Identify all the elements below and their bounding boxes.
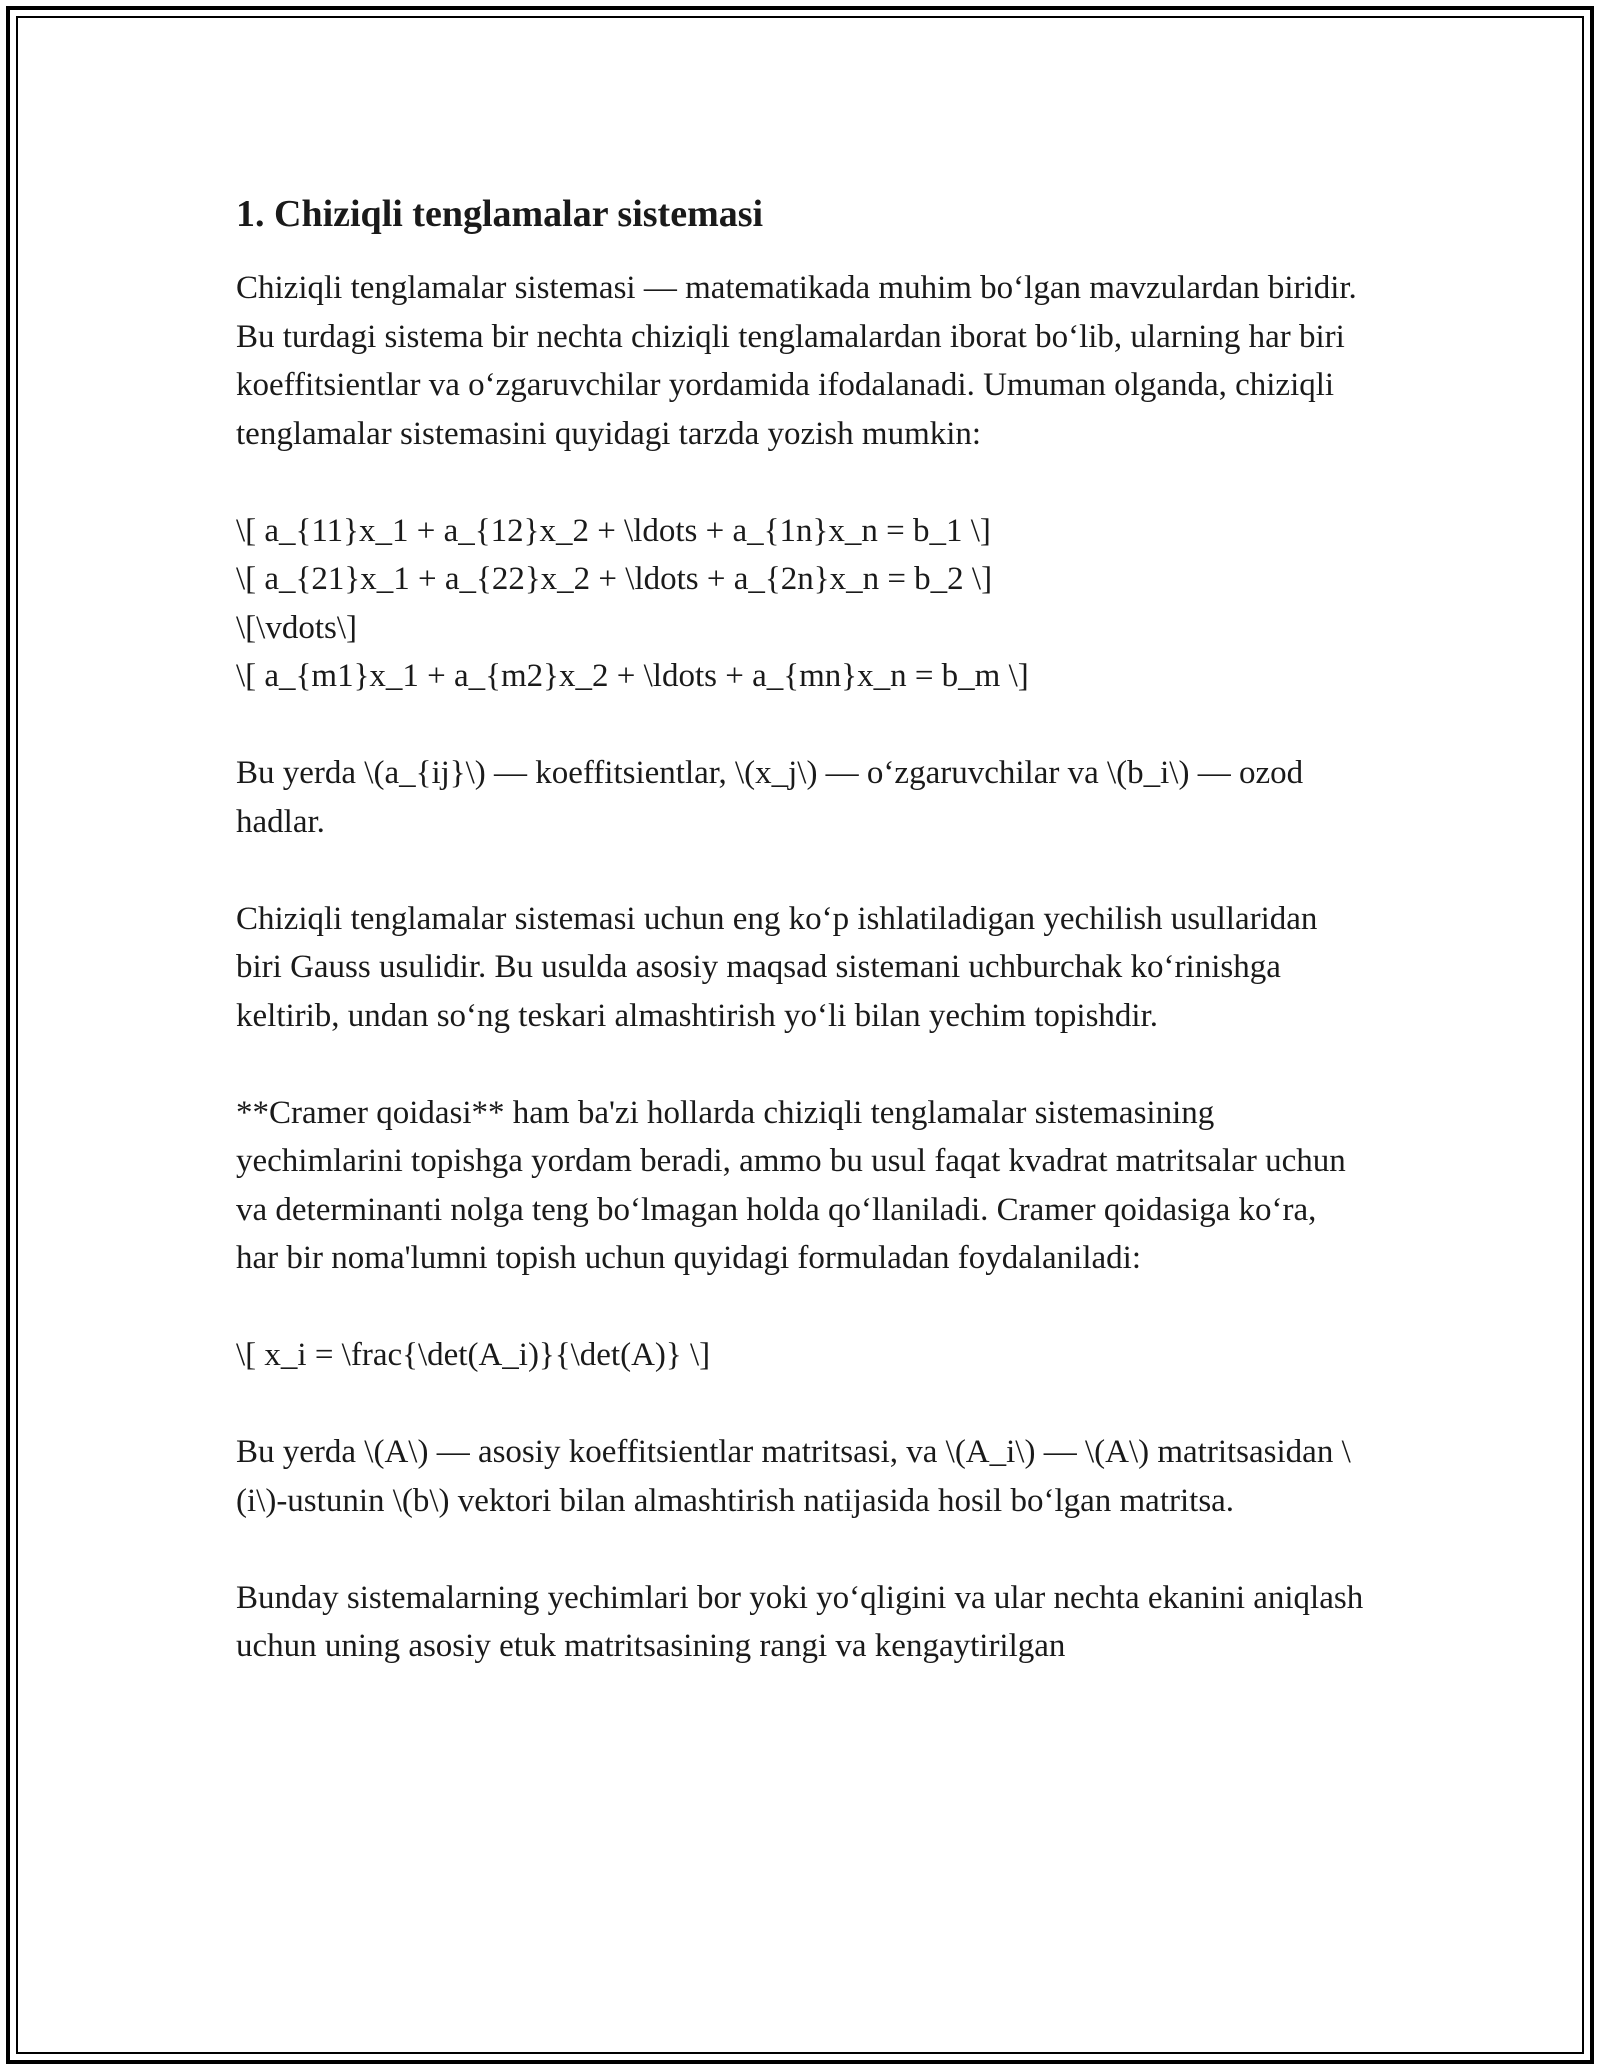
spacer [236, 1380, 1366, 1429]
equation-line: \[\vdots\] [236, 609, 357, 646]
gauss-paragraph: Chiziqli tenglamalar sistemasi uchun eng ko‘p ishlatiladigan yechilish usullaridan biri Gauss usulidir. Bu usulda asosiy maqsad sistemani uchburchak ko‘rinishga keltirib, undan so‘ng teskari almashtirish yo‘li bilan yechim topishdir. [236, 900, 1318, 1034]
spacer [236, 458, 1366, 507]
spacer [236, 846, 1366, 895]
equation-system [236, 507, 1366, 701]
spacer [236, 701, 1366, 750]
equation-line: \[ a_{21}x_1 + a_{22}x_2 + \ldots + a_{2n}x_n = b_2 \] [236, 561, 993, 597]
rank-paragraph: Bunday sistemalarning yechimlari bor yoki yo‘qligini va ular nechta ekanini aniqlash uchun uning asosiy etuk matritsasining rangi va kengaytirilgan [236, 1579, 1364, 1664]
cramer-paragraph: **Cramer qoidasi** ham ba'zi hollarda chiziqli tenglamalar sistemasining yechimlarini topishga yordam beradi, ammo bu usul faqat kvadrat matritsalar uchun va determinanti nolga teng bo‘lmagan holda qo‘llaniladi. Cramer qoidasiga ko‘ra, har bir noma'lumni topish uchun quyidagi formuladan foydalaniladi: [236, 1094, 1346, 1276]
equation-line: \[ a_{11}x_1 + a_{12}x_2 + \ldots + a_{1n}x_n = b_1 \] [236, 512, 991, 549]
variables-paragraph: Bu yerda \(a_{ij}\) — koeffitsientlar, \(x_j\) — o‘zgaruvchilar va \(b_i\) — ozod hadlar. [236, 755, 1304, 840]
matrix-definition-paragraph: Bu yerda \(A\) — asosiy koeffitsientlar matritsasi, va \(A_i\) — \(A\) matritsasidan \(i\)-ustunin \(b\) vektori bilan almashtirish natijasida hosil bo‘lgan matritsa. [236, 1434, 1351, 1519]
intro-paragraph: Chiziqli tenglamalar sistemasi — matematikada muhim bo‘lgan mavzulardan biridir. Bu turdagi sistema bir nechta chiziqli tenglamalardan iborat bo‘lib, ularning har biri koeffitsientlar va o‘zgaruvchilar yordamida ifodalanadi. Umuman olganda, chiziqli tenglamalar sistemasini quyidagi tarzda yozish mumkin: [236, 270, 1357, 452]
section-heading: 1. Chiziqli tenglamalar sistemasi [236, 193, 764, 235]
spacer [236, 1040, 1366, 1089]
spacer [236, 1283, 1366, 1332]
equation-line: \[ a_{m1}x_1 + a_{m2}x_2 + \ldots + a_{mn}x_n = b_m \] [236, 658, 1029, 694]
cramer-formula: \[ x_i = \frac{\det(A_i)}{\det(A)} \] [236, 1337, 711, 1373]
document-body [236, 188, 1366, 1671]
spacer [236, 1525, 1366, 1574]
